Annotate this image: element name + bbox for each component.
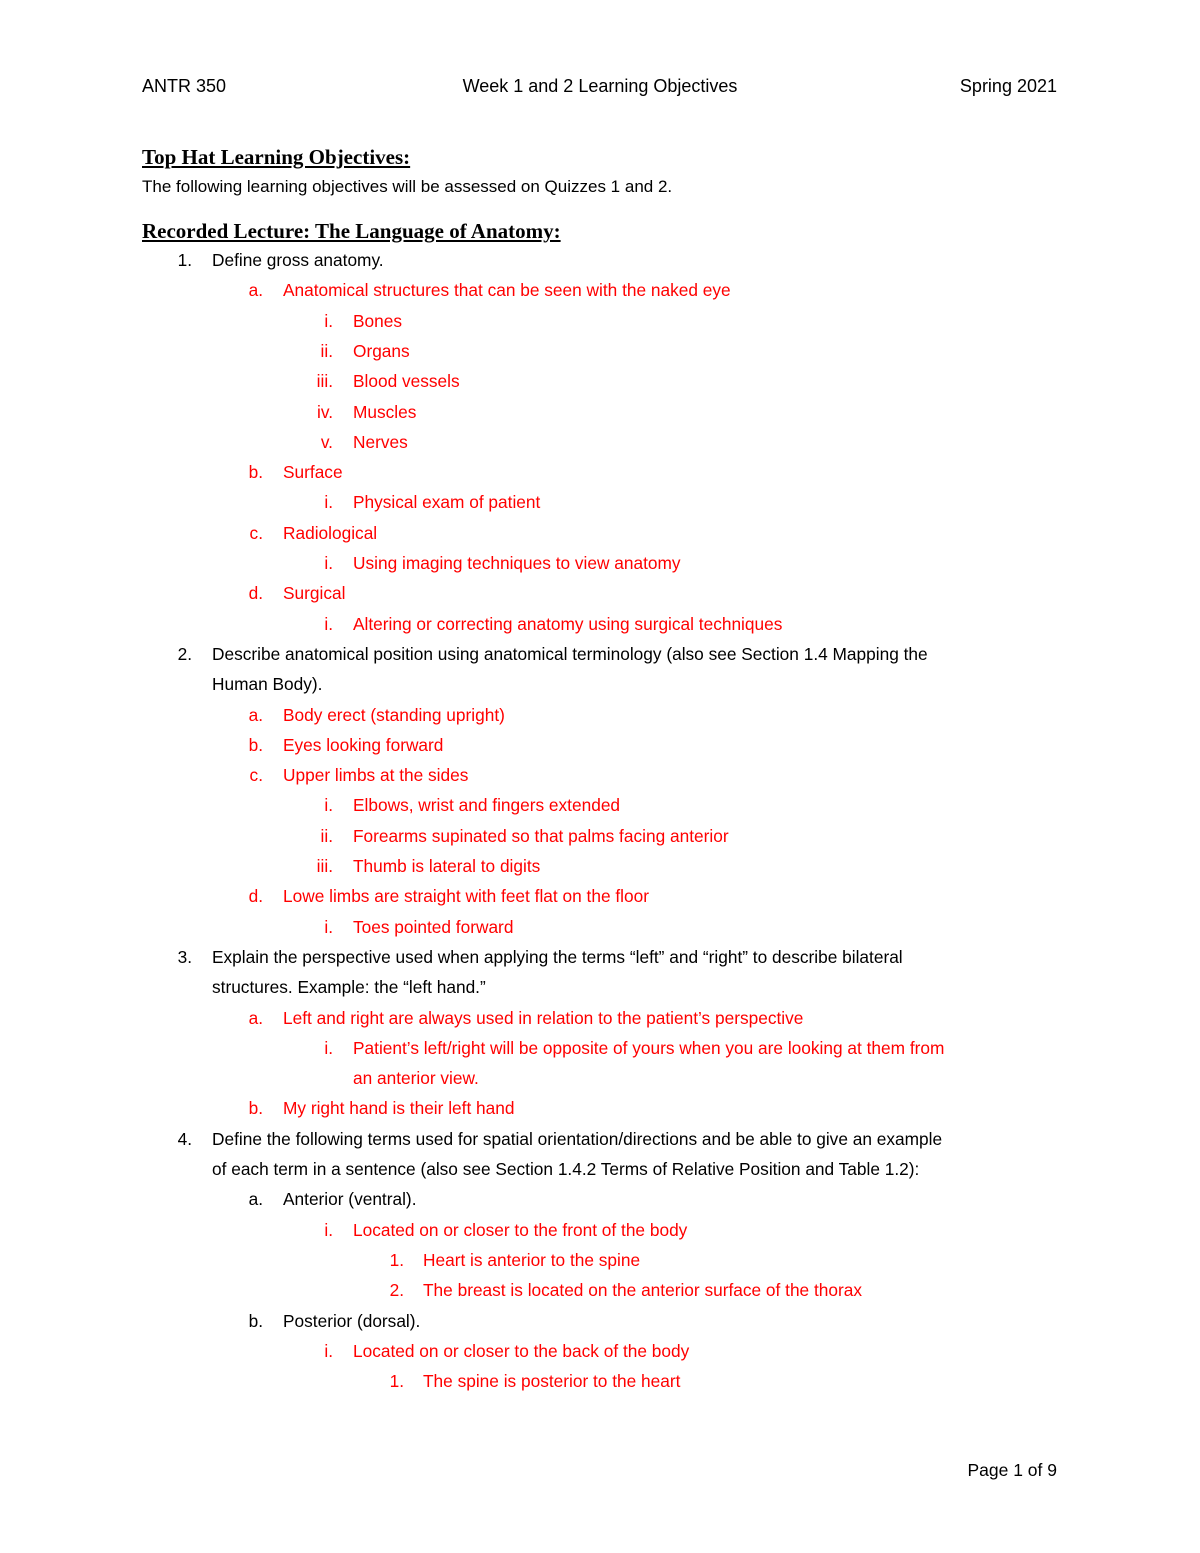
list-marker: i. — [324, 492, 333, 513]
list-marker: ii. — [320, 340, 333, 361]
list-item-text: Anterior (ventral). — [283, 1189, 417, 1210]
list-item-text: Blood vessels — [353, 371, 460, 392]
list-item-text: Surgical — [283, 583, 346, 604]
list-item-text: Using imaging techniques to view anatomy — [353, 553, 681, 573]
list-marker: i. — [324, 916, 333, 937]
list-marker: i. — [324, 310, 333, 331]
list-marker: ii. — [320, 825, 333, 846]
list-item-text: Define gross anatomy. — [212, 250, 384, 270]
list-marker: iv. — [317, 401, 333, 422]
list-item-text: Organs — [353, 340, 410, 361]
section-heading-top-hat: Top Hat Learning Objectives: — [142, 145, 411, 169]
list-item-text: Bones — [353, 310, 403, 331]
list-item-text: Surface — [283, 462, 343, 483]
list-marker: i. — [324, 1037, 333, 1058]
list-marker: a. — [248, 704, 263, 725]
list-marker: b. — [248, 734, 263, 755]
list-marker: v. — [320, 431, 333, 452]
list-marker: a. — [248, 280, 263, 301]
list-item-text: Upper limbs at the sides — [283, 765, 469, 786]
list-item-text: Toes pointed forward — [353, 916, 514, 937]
list-marker: 1. — [389, 1371, 404, 1392]
list-item-text: Located on or closer to the back of the body — [353, 1340, 690, 1361]
list-item-text: The spine is posterior to the heart — [423, 1371, 681, 1392]
list-marker: i. — [324, 795, 333, 816]
list-item-text: Eyes looking forward — [283, 734, 444, 755]
list-marker: i. — [324, 1219, 333, 1240]
list-marker: i. — [324, 1340, 333, 1361]
list-marker: 3. — [177, 946, 192, 967]
list-item-text: structures. Example: the “left hand.” — [212, 977, 486, 998]
list-marker: 1. — [177, 250, 192, 270]
header-term: Spring 2021 — [959, 76, 1057, 96]
list-marker: iii. — [316, 371, 333, 392]
list-marker: d. — [248, 583, 263, 604]
list-marker: 2. — [389, 1280, 404, 1301]
list-marker: b. — [248, 462, 263, 483]
list-marker: a. — [248, 1007, 263, 1028]
list-marker: iii. — [316, 856, 333, 876]
list-item-text: Physical exam of patient — [353, 492, 541, 513]
header-course: ANTR 350 — [142, 76, 227, 96]
list-item-text: of each term in a sentence (also see Section 1.4.2 Terms of Relative Position and Table 1.2): — [212, 1159, 920, 1179]
page-number: Page 1 of 9 — [967, 1460, 1057, 1480]
list-marker: d. — [248, 886, 263, 907]
list-item-text: Explain the perspective used when applying the terms “left” and “right” to describe bilateral — [212, 946, 903, 967]
list-item-text: Radiological — [283, 522, 378, 543]
list-item-text: Forearms supinated so that palms facing anterior — [353, 825, 729, 846]
list-item-text: Posterior (dorsal). — [283, 1310, 421, 1331]
list-marker: 1. — [389, 1249, 404, 1270]
list-item-text: Elbows, wrist and fingers extended — [353, 795, 621, 816]
list-marker: c. — [249, 765, 263, 786]
list-marker: b. — [248, 1310, 263, 1331]
intro-text: The following learning objectives will be assessed on Quizzes 1 and 2. — [142, 177, 673, 196]
list-item-text: Located on or closer to the front of the body — [353, 1219, 688, 1240]
list-marker: c. — [249, 522, 263, 543]
list-item-text: My right hand is their left hand — [283, 1098, 515, 1119]
list-item-text: Body erect (standing upright) — [283, 704, 505, 725]
list-item-text: Nerves — [353, 431, 408, 452]
list-marker: 4. — [177, 1128, 192, 1149]
list-item-text: Thumb is lateral to digits — [353, 856, 541, 876]
header-title: Week 1 and 2 Learning Objectives — [462, 76, 738, 96]
list-item-text: an anterior view. — [353, 1068, 479, 1089]
list-item-text: Human Body). — [212, 674, 323, 695]
list-marker: b. — [248, 1098, 263, 1119]
list-item-text: Left and right are always used in relation to the patient’s perspective — [283, 1007, 804, 1028]
list-marker: a. — [248, 1189, 263, 1210]
list-item-text: Describe anatomical position using anatomical terminology (also see Section 1.4 Mapping the — [212, 643, 928, 664]
list-item-text: Anatomical structures that can be seen with the naked eye — [283, 280, 731, 301]
list-item-text: Muscles — [353, 401, 417, 422]
list-item-text: Patient’s left/right will be opposite of yours when you are looking at them from — [353, 1037, 945, 1058]
list-marker: i. — [324, 553, 333, 573]
list-item-text: Altering or correcting anatomy using surgical techniques — [353, 613, 783, 634]
list-item-text: Heart is anterior to the spine — [423, 1249, 641, 1270]
list-item-text: Lowe limbs are straight with feet flat on the floor — [283, 886, 649, 907]
list-item-text: The breast is located on the anterior surface of the thorax — [423, 1280, 863, 1301]
list-marker: 2. — [177, 643, 192, 664]
list-marker: i. — [324, 613, 333, 634]
section-heading-lecture: Recorded Lecture: The Language of Anatomy: — [142, 219, 561, 243]
list-item-text: Define the following terms used for spatial orientation/directions and be able to give an example — [212, 1128, 943, 1149]
